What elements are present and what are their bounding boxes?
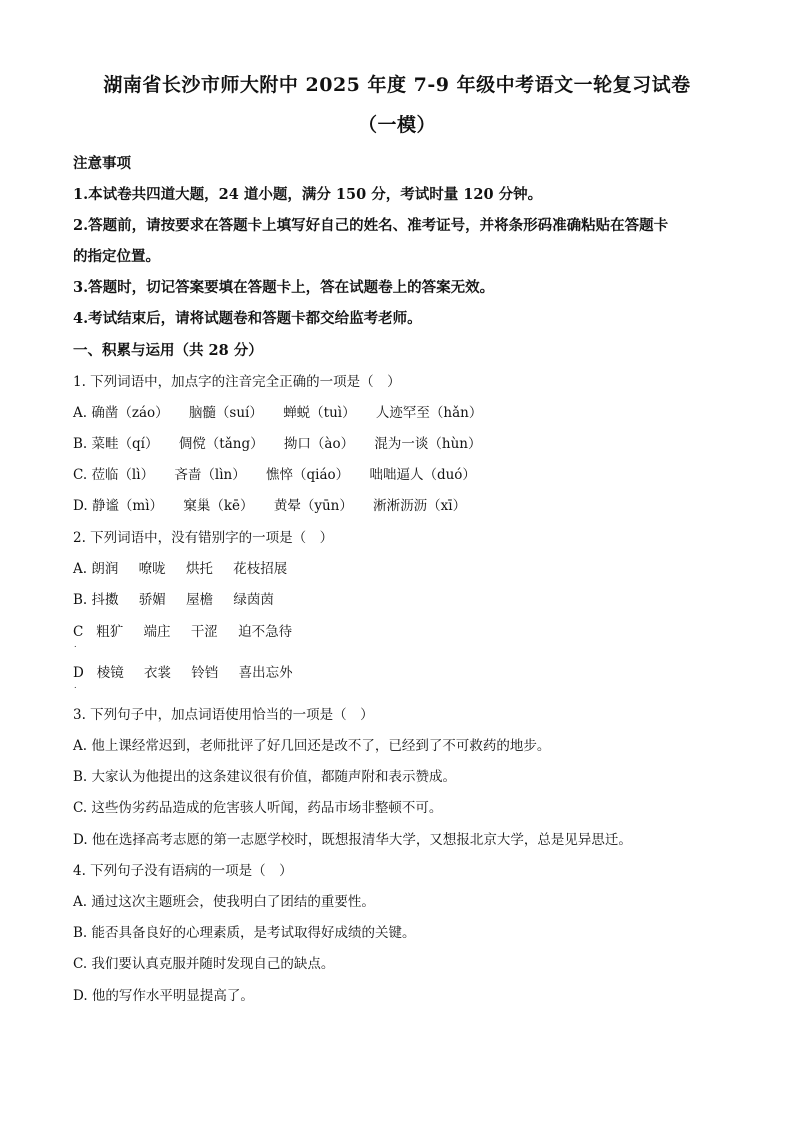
option-label: C.	[73, 467, 88, 483]
option-item: 确凿（záo）	[91, 405, 169, 421]
option-label: C .	[73, 624, 84, 649]
option-label: B.	[73, 436, 88, 452]
option-item: 抖擞	[91, 592, 119, 608]
option-item: 衣裳	[144, 665, 171, 681]
notice-item-2: 2.答题前，请按要求在答题卡上填写好自己的姓名、准考证号，并将条形码准确粘贴在答题卡	[73, 217, 669, 234]
q4-option-c: C. 我们要认真克服并随时发现自己的缺点。	[73, 956, 335, 972]
option-item: 烘托	[185, 561, 213, 577]
option-item: 屋檐	[186, 592, 214, 608]
option-label: B.	[73, 592, 88, 608]
option-item: 憔悴（qiáo）	[266, 467, 350, 483]
question-1-stem: 1. 下列词语中，加点字的注音完全正确的一项是（ ）	[73, 374, 401, 390]
option-label: D.	[73, 498, 88, 514]
notice-heading: 注意事项	[73, 155, 131, 172]
q1-option-b	[73, 432, 497, 452]
exam-title: 湖南省长沙市师大附中 2025 年度 7-9 年级中考语文一轮复习试卷	[103, 74, 691, 96]
option-item: 干涩	[190, 624, 218, 640]
option-item: 混为一谈（hùn）	[374, 436, 482, 452]
option-item: 骄媚	[138, 592, 166, 608]
notice-item-1: 1.本试卷共四道大题，24 道小题，满分 150 分，考试时量 120 分钟。	[73, 186, 543, 203]
notice-item-3: 3.答题时，切记答案要填在答题卡上，答在试题卷上的答案无效。	[73, 279, 495, 296]
option-item: 迫不急待	[238, 624, 293, 640]
option-label: A.	[73, 405, 88, 421]
q2-option-a	[73, 557, 303, 577]
option-item: 绿茵茵	[233, 592, 274, 608]
option-item: 静谧（mì）	[91, 498, 164, 514]
option-item: 拗口（ào）	[283, 436, 355, 452]
option-item: 蝉蜕（tuì）	[283, 405, 356, 421]
option-label: D .	[73, 665, 84, 690]
q3-option-d: D. 他在选择高考志愿的第一志愿学校时，既想报清华大学，又想报北京大学，总是见异思迁。	[73, 832, 632, 848]
option-item: 人迹罕至（hǎn）	[375, 405, 483, 421]
question-2-stem: 2. 下列词语中，没有错别字的一项是（ ）	[73, 530, 334, 546]
option-item: 端庄	[143, 624, 171, 640]
q3-option-a: A. 他上课经常迟到，老师批评了好几回还是改不了，已经到了不可救药的地步。	[73, 738, 551, 754]
option-item: 咄咄逼人（duó）	[369, 467, 476, 483]
q2-option-d	[73, 661, 309, 690]
q4-option-d: D. 他的写作水平明显提高了。	[73, 988, 254, 1004]
option-item: 黄晕（yūn）	[273, 498, 353, 514]
option-item: 莅临（lì）	[91, 467, 155, 483]
option-item: 喜出忘外	[238, 665, 293, 681]
question-3-stem: 3. 下列句子中，加点词语使用恰当的一项是（ ）	[73, 707, 374, 723]
option-item: 粗犷	[96, 624, 124, 640]
q1-option-d	[73, 494, 482, 514]
q2-option-c	[73, 620, 308, 649]
option-item: 朗润	[91, 561, 119, 577]
exam-subtitle: （一模）	[357, 114, 436, 136]
option-item: 菜畦（qí）	[91, 436, 159, 452]
option-item: 嘹咙	[138, 561, 166, 577]
option-item: 脑髓（suí）	[188, 405, 263, 421]
option-item: 铃铛	[191, 665, 219, 681]
q3-option-b: B. 大家认为他提出的这条建议很有价值，都随声附和表示赞成。	[73, 769, 457, 785]
section-heading: 一、积累与运用（共 28 分）	[73, 342, 263, 359]
q3-option-c: C. 这些伪劣药品造成的危害骇人听闻，药品市场非整顿不可。	[73, 800, 443, 816]
option-item: 花枝招展	[233, 561, 288, 577]
option-item: 淅淅沥沥（xī）	[373, 498, 467, 514]
option-label: A.	[73, 561, 88, 577]
option-item: 倜傥（tǎng）	[178, 436, 264, 452]
q1-option-a	[73, 401, 498, 421]
q4-option-b: B. 能否具备良好的心理素质，是考试取得好成绩的关键。	[73, 925, 416, 941]
question-4-stem: 4. 下列句子没有语病的一项是（ ）	[73, 863, 293, 879]
q2-option-b	[73, 588, 290, 608]
q1-option-c	[73, 463, 492, 483]
notice-item-2-cont: 的指定位置。	[73, 248, 160, 265]
option-item: 窠巢（kē）	[183, 498, 254, 514]
option-item: 棱镜	[96, 665, 124, 681]
q4-option-a: A. 通过这次主题班会，使我明白了团结的重要性。	[73, 894, 375, 910]
option-item: 吝啬（lìn）	[174, 467, 246, 483]
notice-item-4: 4.考试结束后，请将试题卷和答题卡都交给监考老师。	[73, 310, 422, 327]
